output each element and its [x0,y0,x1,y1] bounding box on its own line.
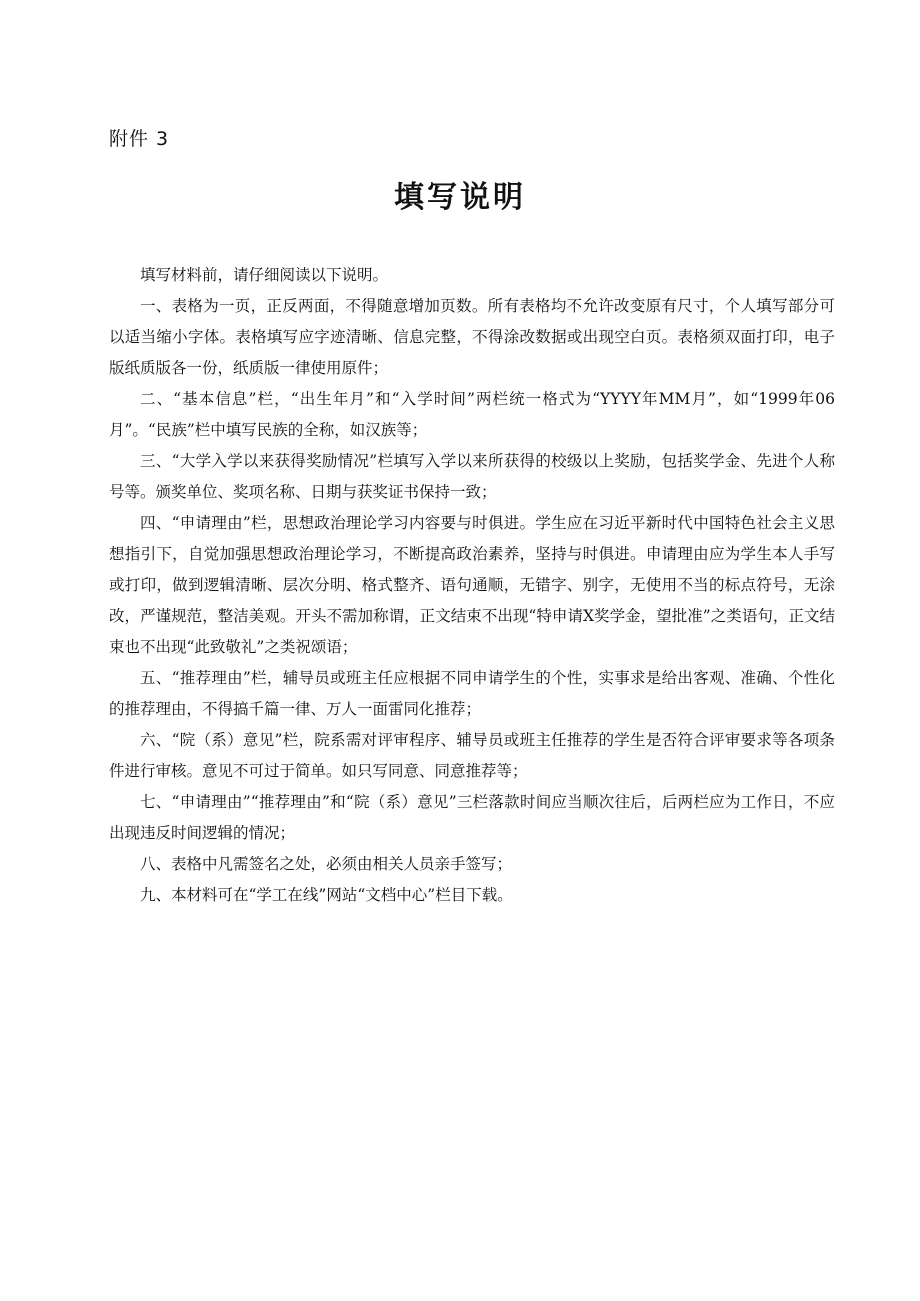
instructions-body [109,260,835,911]
instruction-item-2: 二、“基本信息”栏，“出生年月”和“入学时间”两栏统一格式为“YYYY年MM月”，如“1999年06月”。“民族”栏中填写民族的全称，如汉族等； [109,390,835,439]
instruction-item-5: 五、“推荐理由”栏，辅导员或班主任应根据不同申请学生的个性，实事求是给出客观、准确、个性化的推荐理由，不得搞千篇一律、万人一面雷同化推荐； [109,669,835,718]
instruction-item-1: 一、表格为一页，正反两面，不得随意增加页数。所有表格均不允许改变原有尺寸，个人填写部分可以适当缩小字体。表格填写应字迹清晰、信息完整，不得涂改数据或出现空白页。表格须双面打印，电子版纸质版各一份，纸质版一律使用原件； [109,297,835,377]
instruction-item-4: 四、“申请理由”栏，思想政治理论学习内容要与时俱进。学生应在习近平新时代中国特色社会主义思想指引下，自觉加强思想政治理论学习，不断提高政治素养，坚持与时俱进。申请理由应为学生本人手写或打印，做到逻辑清晰、层次分明、格式整齐、语句通顺，无错字、别字，无使用不当的标点符号，无涂改，严谨规范，整洁美观。开头不需加称谓，正文结束不出现“特申请X奖学金，望批准”之类语句，正文结束也不出现“此致敬礼”之类祝颂语； [109,514,835,656]
instruction-item-3: 三、“大学入学以来获得奖励情况”栏填写入学以来所获得的校级以上奖励，包括奖学金、先进个人称号等。颁奖单位、奖项名称、日期与获奖证书保持一致； [109,452,835,501]
instruction-item-7: 七、“申请理由”“推荐理由”和“院（系）意见”三栏落款时间应当顺次往后，后两栏应为工作日，不应出现违反时间逻辑的情况； [109,793,835,842]
instruction-item-6: 六、“院（系）意见”栏，院系需对评审程序、辅导员或班主任推荐的学生是否符合评审要求等各项条件进行审核。意见不可过于简单。如只写同意、同意推荐等； [109,731,835,780]
page-title: 填写说明 [394,180,526,215]
intro-paragraph: 填写材料前，请仔细阅读以下说明。 [140,266,389,284]
instruction-item-8: 八、表格中凡需签名之处，必须由相关人员亲手签写； [140,855,513,873]
attachment-label: 附件 3 [109,128,170,150]
instruction-item-9: 九、本材料可在“学工在线”网站“文档中心”栏目下载。 [140,886,513,904]
